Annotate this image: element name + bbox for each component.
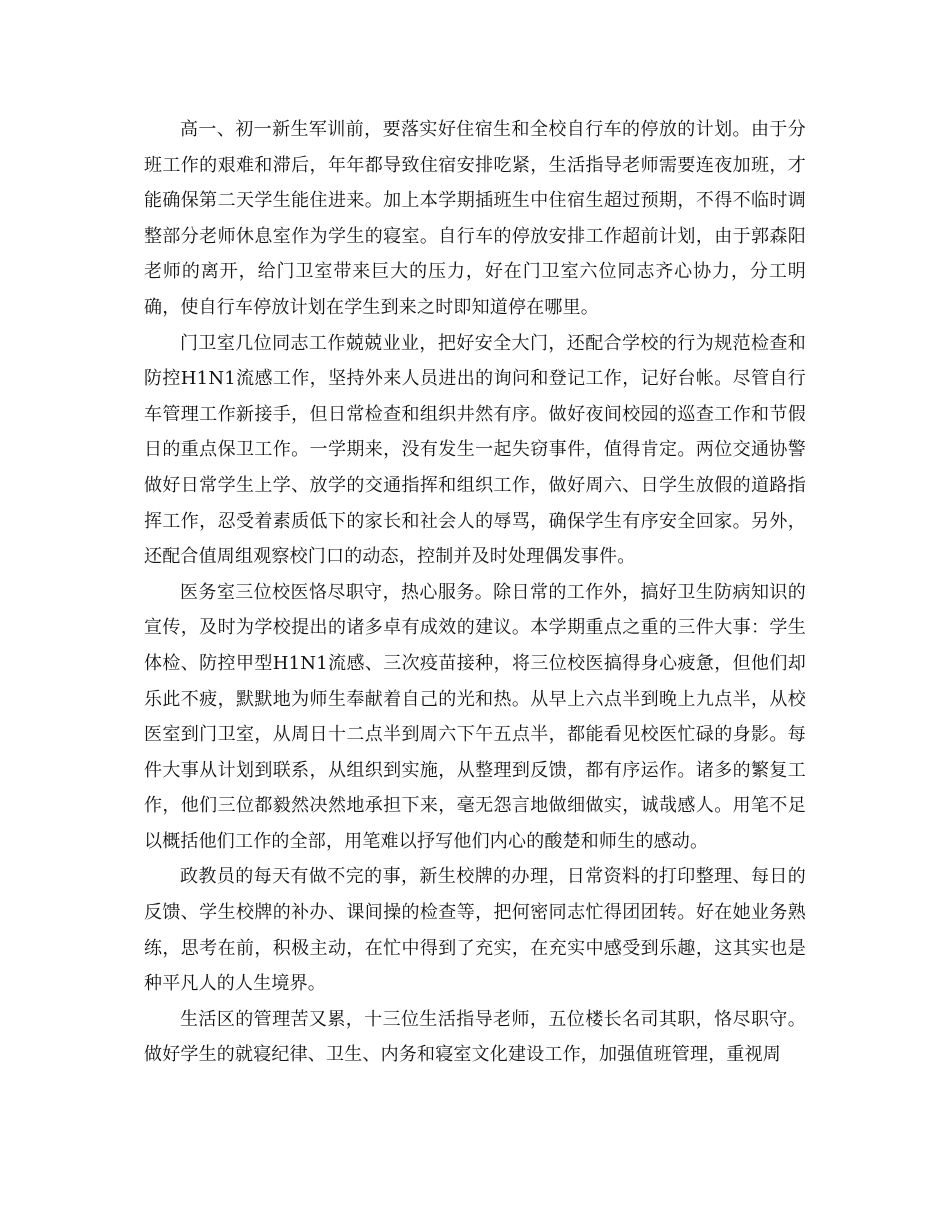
paragraph-military-training-housing: 高一、初一新生军训前，要落实好住宿生和全校自行车的停放的计划。由于分班工作的艰难和滞后，年年都导致住宿安排吃紧，生活指导老师需要连夜加班，才能确保第二天学生能住进来。加上本学期插班生中住宿生超过预期，不得不临时调整部分老师休息室作为学生的寝室。自行车的停放安排工作超前计划，由于郭森阳老师的离开，给门卫室带来巨大的压力，好在门卫室六位同志齐心协力，分工明确，使自行车停放计划在学生到来之时即知道停在哪里。 [144, 119, 806, 318]
paragraph-medical-office: 医务室三位校医恪尽职守，热心服务。除日常的工作外，搞好卫生防病知识的宣传，及时为学校提出的诸多卓有成效的建议。本学期重点之重的三件大事：学生体检、防控甲型H1N1流感、三次疫苗接种，将三位校医搞得身心疲惫，但他们却乐此不疲，默默地为师生奉献着自己的光和热。从早上六点半到晚上九点半，从校医室到门卫室，从周日十二点半到周六下午五点半，都能看见校医忙碌的身影。每件大事从计划到联系，从组织到实施，从整理到反馈，都有序运作。诸多的繁复工作，他们三位都毅然决然地承担下来，毫无怨言地做细做实，诚哉感人。用笔不足以概括他们工作的全部，用笔难以抒写他们内心的酸楚和师生的感动。 [144, 581, 806, 852]
paragraph-living-area-management: 生活区的管理苦又累，十三位生活指导老师，五位楼长名司其职，恪尽职守。做好学生的就寝纪律、卫生、内务和寝室文化建设工作，加强值班管理，重视周 [144, 1008, 806, 1066]
paragraph-political-education-staff: 政教员的每天有做不完的事，新生校牌的办理，日常资料的打印整理、每日的反馈、学生校牌的补办、课间操的检查等，把何密同志忙得团团转。好在她业务熟练，思考在前，积极主动，在忙中得到了充实，在充实中感受到乐趣，这其实也是种平凡人的人生境界。 [144, 866, 806, 995]
paragraph-gate-security: 门卫室几位同志工作兢兢业业，把好安全大门，还配合学校的行为规范检查和防控H1N1流感工作，坚持外来人员进出的询问和登记工作，记好台帐。尽管自行车管理工作新接手，但日常检查和组织井然有序。做好夜间校园的巡查工作和节假日的重点保卫工作。一学期来，没有发生一起失窃事件，值得肯定。两位交通协警做好日常学生上学、放学的交通指挥和组织工作，做好周六、日学生放假的道路指挥工作，忍受着素质低下的家长和社会人的辱骂，确保学生有序安全回家。另外，还配合值周组观察校门口的动态，控制并及时处理偶发事件。 [144, 332, 806, 568]
document-body [144, 112, 806, 1073]
